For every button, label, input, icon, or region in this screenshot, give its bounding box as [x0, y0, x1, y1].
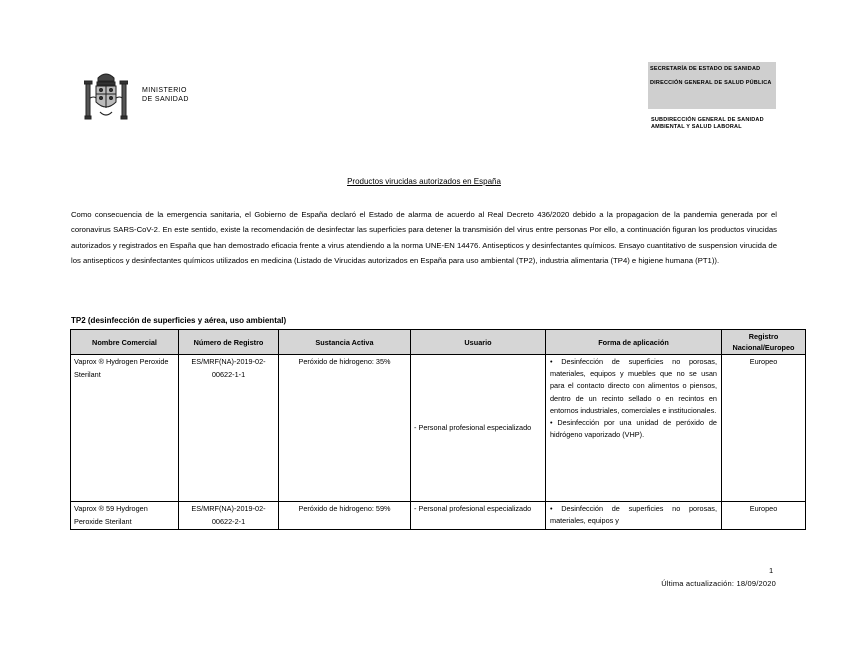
cell-forma: • Desinfección de superficies no porosas, materiales, equipos y [546, 502, 722, 530]
secretaria-label: SECRETARÍA DE ESTADO DE SANIDAD [650, 66, 761, 72]
cell-registro: Europeo [722, 502, 806, 530]
header-numero: Número de Registro [179, 330, 279, 355]
header-nombre: Nombre Comercial [71, 330, 179, 355]
secretaria-box [648, 62, 776, 109]
cell-numero: ES/MRF(NA)-2019-02-00622-1-1 [179, 355, 279, 502]
section-title: TP2 (desinfección de superficies y aérea, uso ambiental) [71, 316, 287, 325]
cell-usuario: - Personal profesional especializado [411, 355, 546, 502]
cell-nombre: Vaprox ® 59 Hydrogen Peroxide Sterilant [71, 502, 179, 530]
cell-forma [546, 355, 722, 502]
page-number: 1 [769, 566, 774, 575]
ministry-name [142, 86, 189, 104]
page-title: Productos virucidas autorizados en España [347, 177, 501, 186]
cell-nombre: Vaprox ® Hydrogen Peroxide Sterilant [71, 355, 179, 502]
table-row [71, 355, 806, 502]
table-header-row [71, 330, 806, 355]
cell-usuario: - Personal profesional especializado [411, 502, 546, 530]
cell-registro: Europeo [722, 355, 806, 502]
subdireccion-label: SUBDIRECCIÓN GENERAL DE SANIDAD AMBIENTAL Y SALUD LABORAL [651, 117, 764, 130]
header-sustancia: Sustancia Activa [279, 330, 411, 355]
cell-sustancia: Peróxido de hidrogeno: 59% [279, 502, 411, 530]
direccion-label: DIRECCIÓN GENERAL DE SALUD PÚBLICA [650, 80, 772, 86]
forma-item: • Desinfección por una unidad de peróxido de hidrógeno vaporizado (VHP). [550, 418, 717, 440]
table-row [71, 502, 806, 530]
header-forma: Forma de aplicación [546, 330, 722, 355]
cell-numero: ES/MRF(NA)-2019-02-00622-2-1 [179, 502, 279, 530]
ministry-line-2: DE SANIDAD [142, 96, 189, 103]
ministry-line-1: MINISTERIO [142, 87, 187, 94]
cell-sustancia: Peróxido de hidrogeno: 35% [279, 355, 411, 502]
last-update: Última actualización: 18/09/2020 [661, 579, 776, 588]
intro-paragraph: Como consecuencia de la emergencia sanitaria, el Gobierno de España declaró el Estado de alarma de acuerdo al Real Decreto 436/2020 debido a la propagacion de la pandemia generada por el coronavirus SARS-CoV-2. En este sentido, existe la recomendación de desinfectar las superficies para detener la transmisión del virus entre personas Por ello, a continuación figuran los productos virucidas autorizados y registrados en España que han demostrado eficacia frente a virus atendiendo a la norma UNE-EN 14476. Antisepticos y desinfectantes químicos. Ensayo cuantitativo de suspension virucida de los antisepticos y desinfectantes químicos utilizados en medicina (Listado de Virucidas autorizados en España para uso ambiental (TP2), industria alimentaria (TP4) e higiene humana (PT1)). [71, 210, 777, 265]
products-table [70, 329, 806, 530]
header-usuario: Usuario [411, 330, 546, 355]
coat-of-arms-logo [84, 68, 128, 124]
header-registro: Registro Nacional/Europeo [722, 330, 806, 355]
forma-item: • Desinfección de superficies no porosas, materiales, equipos y muebles que no se usan para el contacto directo con alimentos o piensos, dentro de un recinto sellado o en recintos en entornos industriales, comerciales e institucionales. [550, 357, 717, 415]
